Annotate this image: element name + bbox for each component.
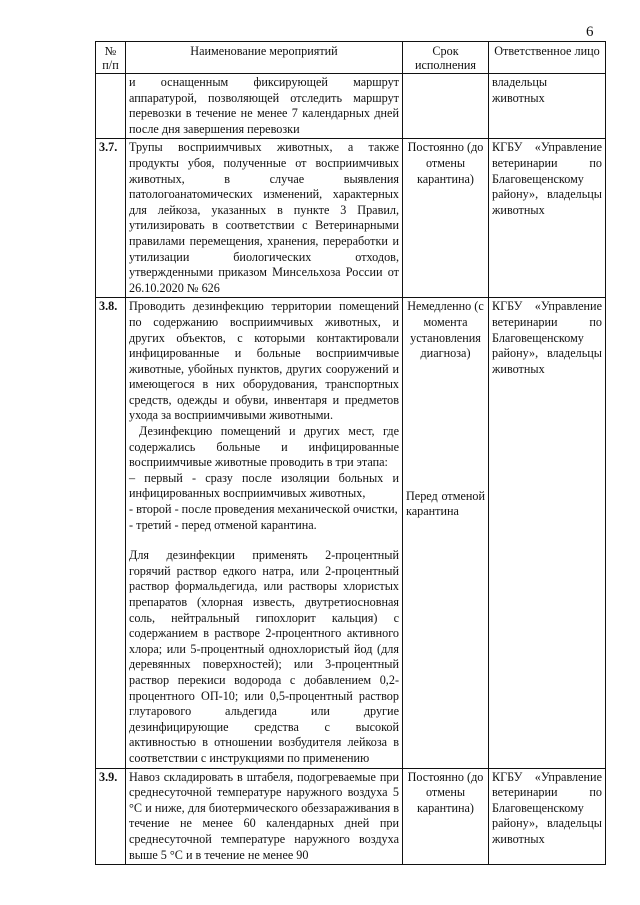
measure-paragraph: Навоз складировать в штабеля, подогреваемые при среднесуточной температуре наружного воздуха 5 °С и ниже, для биотермического обеззараживания в течение не менее 60 календарных дней при среднесуточной температуре наружного воздуха выше 5 °С и в течение не менее 90 <box>129 769 399 862</box>
measure-text <box>126 768 403 865</box>
header-resp: Ответственное лицо <box>489 42 606 74</box>
responsible-cell: КГБУ «Управление ветеринарии по Благовещенскому району», владельцы животных <box>489 139 606 298</box>
header-num: № п/п <box>96 42 126 74</box>
measure-text <box>126 298 403 768</box>
measure-paragraph: и оснащенным фиксирующей маршрут аппаратурой, позволяющей отследить маршрут перевозки в течение не менее 7 календарных дней после дня завершения перевозки <box>129 75 399 136</box>
term-text: Постоянно (до отмены карантина) <box>407 769 484 815</box>
measure-text <box>126 139 403 298</box>
table-row <box>96 768 606 865</box>
row-number: 3.9. <box>96 768 126 865</box>
table-row <box>96 139 606 298</box>
measure-paragraph: Проводить дезинфекцию территории помещений по содержанию восприимчивых животных, и других объектов, с которыми контактировали инфицированные и больные восприимчивые животные, убойных пунктов, других сооружений и имеющегося в них оборудования, транспортных средств, одежды и обуви, инвентаря и предметов ухода за восприимчивыми животными. <box>129 299 399 423</box>
table-row <box>96 298 606 768</box>
table-row <box>96 74 606 139</box>
term-text: Немедленно (с момента установления диагноза) <box>407 299 484 361</box>
term-cell <box>403 298 489 768</box>
term-cell <box>403 768 489 865</box>
responsible-cell: КГБУ «Управление ветеринарии по Благовещенскому району», владельцы животных <box>489 768 606 865</box>
measure-paragraph: - второй - после проведения механической очистки, <box>129 502 398 517</box>
measure-paragraph: Трупы восприимчивых животных, а также продукты убоя, полученные от восприимчивых животных, в случае выявления патологоанатомических изменений, характерных для лейкоза, указанных в пункте 3 Правил, утилизировать в соответствии с Ветеринарными правилами перемещения, хранения, переработки и утилизации биологических отходов, утвержденными приказом Минсельхоза России от 26.10.2020 № 626 <box>129 140 399 295</box>
header-term: Срок исполнения <box>403 42 489 74</box>
responsible-cell: КГБУ «Управление ветеринарии по Благовещенскому району», владельцы животных <box>489 298 606 768</box>
measure-paragraph: – первый - сразу после изоляции больных и инфицированных восприимчивых животных, <box>129 470 399 501</box>
measure-paragraph: Для дезинфекции применять 2-процентный горячий раствор едкого натра, или 2-процентный раствор формальдегида, или растворы хлористых препаратов (хлорная известь, двутретиосновная соль, нейтральный гипохлорит кальция) с содержанием в растворе 2-процентного активного хлора; или 5-процентный однохлористый йод (для деревянных поверхностей); или 3-процентный раствор перекиси водорода с добавлением 0,2-процентного ОП-10; или 0,5-процентный раствор глутарового альдегида или другие дезинфицирующие средства с высокой активностью в отношении возбудителя лейкоза в соответствии с инструкциями по применению <box>129 548 399 765</box>
measure-text <box>126 74 403 139</box>
responsible-cell: владельцы животных <box>489 74 606 139</box>
header-name: Наименование мероприятий <box>126 42 403 74</box>
term-cell <box>403 139 489 298</box>
row-number: 3.8. <box>96 298 126 768</box>
term-text: Постоянно (до отмены карантина) <box>407 140 484 186</box>
term-spacer <box>406 362 485 489</box>
page-number: 6 <box>586 24 594 40</box>
measure-paragraph: Дезинфекцию помещений и других мест, где содержались больные и инфицированные восприимчивые животные проводить в три этапа: <box>129 424 399 470</box>
row-number <box>96 74 126 139</box>
term-cell <box>403 74 489 139</box>
row-number: 3.7. <box>96 139 126 298</box>
term-text: Перед отменой карантина <box>406 488 485 519</box>
measures-table <box>95 41 606 865</box>
paragraph-gap <box>129 533 399 548</box>
table-header-row <box>96 42 606 74</box>
measure-paragraph: - третий - перед отменой карантина. <box>129 517 317 532</box>
